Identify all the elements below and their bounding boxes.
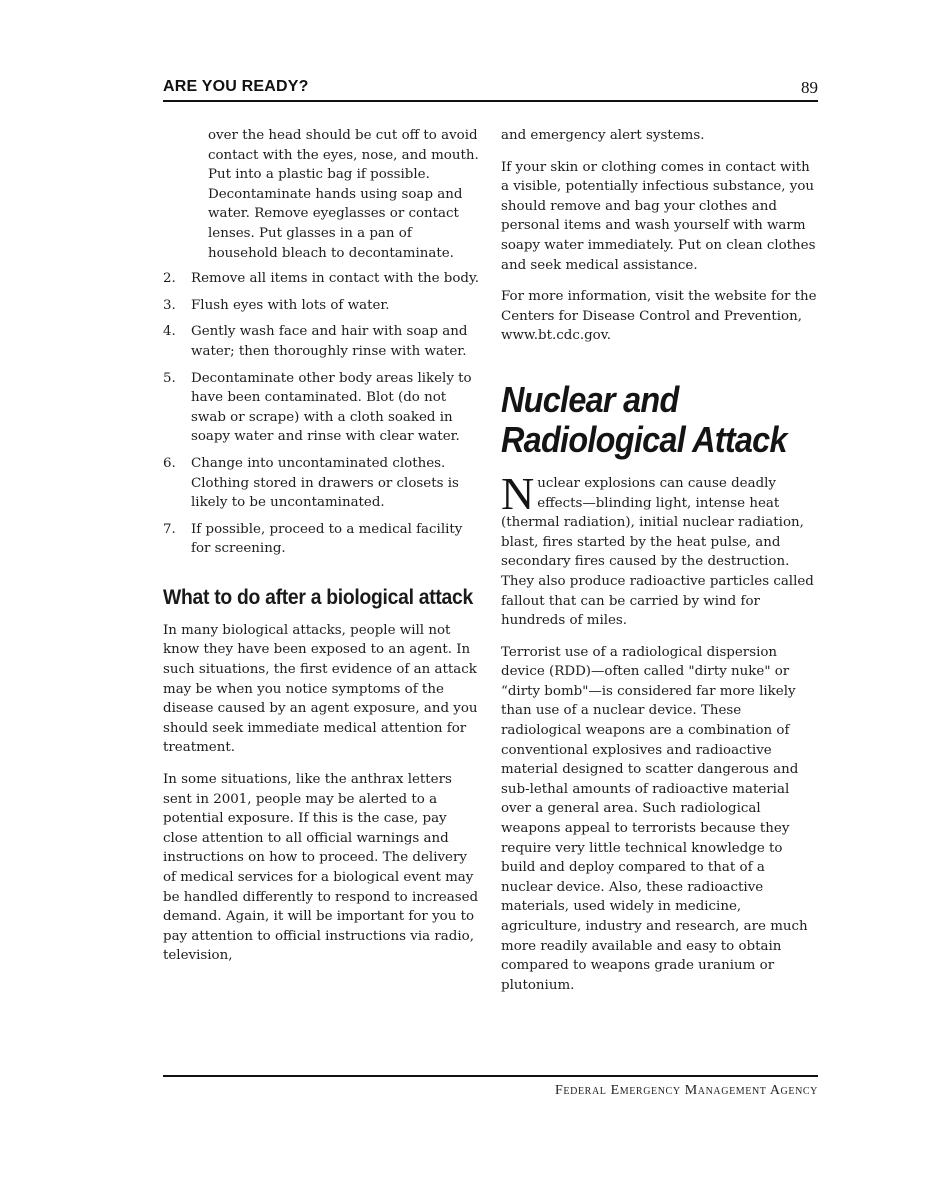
continued-list-text: over the head should be cut off to avoid contact with the eyes, nose, and mouth. Put into a plastic bag if possible. Decontaminate hands using soap and water. Remove eyeglasses or contact lenses. Put glasses in a pan of household bleach to decontaminate.	[208, 128, 479, 261]
section-heading-nuclear	[501, 380, 787, 460]
header-divider	[163, 100, 818, 102]
list-item-text: Flush eyes with lots of water.	[191, 297, 390, 313]
list-item	[163, 269, 481, 289]
list-item-text: Decontaminate other body areas likely to have been contaminated. Blot (do not swab or scrape) with a cloth soaked in soapy water and rinse with clear water.	[191, 370, 472, 445]
list-item	[163, 296, 481, 316]
list-item-text: If possible, proceed to a medical facility for screening.	[191, 521, 463, 557]
body-paragraph: If your skin or clothing comes in contact with a visible, potentially infectious substance, you should remove and bag your clothes and personal items and wash yourself with warm soapy water immediately. Put on clean clothes and seek medical assistance.	[501, 159, 816, 273]
right-column	[501, 126, 819, 1007]
intro-paragraph-text: uclear explosions can cause deadly effects—blinding light, intense heat (thermal radiation), initial nuclear radiation, blast, fires started by the heat pulse, and secondary fires caused by the destruction. They also produce radioactive particles called fallout that can be carried by wind for hundreds of miles.	[501, 475, 814, 629]
decontamination-steps-list	[163, 269, 481, 559]
list-item-text: Gently wash face and hair with soap and water; then thoroughly rinse with water.	[191, 324, 468, 359]
list-item	[163, 369, 481, 447]
section-heading-line: Radiological Attack	[501, 418, 787, 460]
body-paragraph: In some situations, like the anthrax letters sent in 2001, people may be alerted to a potential exposure. If this is the case, pay close attention to all official warnings and instructions on how to proceed. The delivery of medical services for a biological event may be handled differently to respond to increased demand. Again, it will be important for you to pay attention to official instructions via radio, television,	[163, 772, 479, 964]
list-item-number: 6.	[163, 455, 176, 471]
list-item-text: Remove all items in contact with the body.	[191, 271, 480, 287]
drop-cap: N	[501, 467, 535, 519]
footer-divider	[163, 1075, 818, 1077]
list-item-number: 5.	[163, 370, 176, 386]
intro-paragraph	[501, 467, 819, 631]
footer-agency: Federal Emergency Management Agency	[555, 1083, 818, 1098]
body-paragraph: Terrorist use of a radiological dispersion device (RDD)—often called "dirty nuke" or “dirty bomb"—is considered far more likely than use of a nuclear device. These radiological weapons are a combination of conventional explosives and radioactive material designed to scatter dangerous and sub-lethal amounts of radioactive material over a general area. Such radiological weapons appeal to terrorists because they require very little technical knowledge to build and deploy compared to that of a nuclear device. Also, these radioactive materials, used widely in medicine, agriculture, industry and research, are much more readily available and easy to obtain compared to weapons grade uranium or plutonium.	[501, 644, 808, 993]
left-column	[163, 126, 481, 978]
list-item-number: 2.	[163, 271, 176, 287]
section-heading-line: Nuclear and	[501, 378, 679, 420]
page-number: 89	[801, 78, 818, 97]
list-item-number: 7.	[163, 521, 176, 537]
continued-paragraph: and emergency alert systems.	[501, 128, 705, 143]
header-title: ARE YOU READY?	[163, 78, 309, 95]
list-item	[163, 454, 481, 513]
list-item-number: 3.	[163, 297, 176, 313]
subheading-biological-attack: What to do after a biological attack	[163, 585, 473, 609]
list-item-text: Change into uncontaminated clothes. Clothing stored in drawers or closets is likely to be uncontaminated.	[191, 455, 459, 511]
running-header	[163, 78, 818, 102]
list-item-number: 4.	[163, 324, 176, 340]
body-paragraph: For more information, visit the website for the Centers for Disease Control and Prevention, www.bt.cdc.gov.	[501, 289, 817, 344]
body-paragraph: In many biological attacks, people will not know they have been exposed to an agent. In such situations, the first evidence of an attack may be when you notice symptoms of the disease caused by an agent exposure, and you should seek immediate medical attention for treatment.	[163, 622, 478, 756]
list-item	[163, 322, 481, 361]
list-item	[163, 520, 481, 559]
